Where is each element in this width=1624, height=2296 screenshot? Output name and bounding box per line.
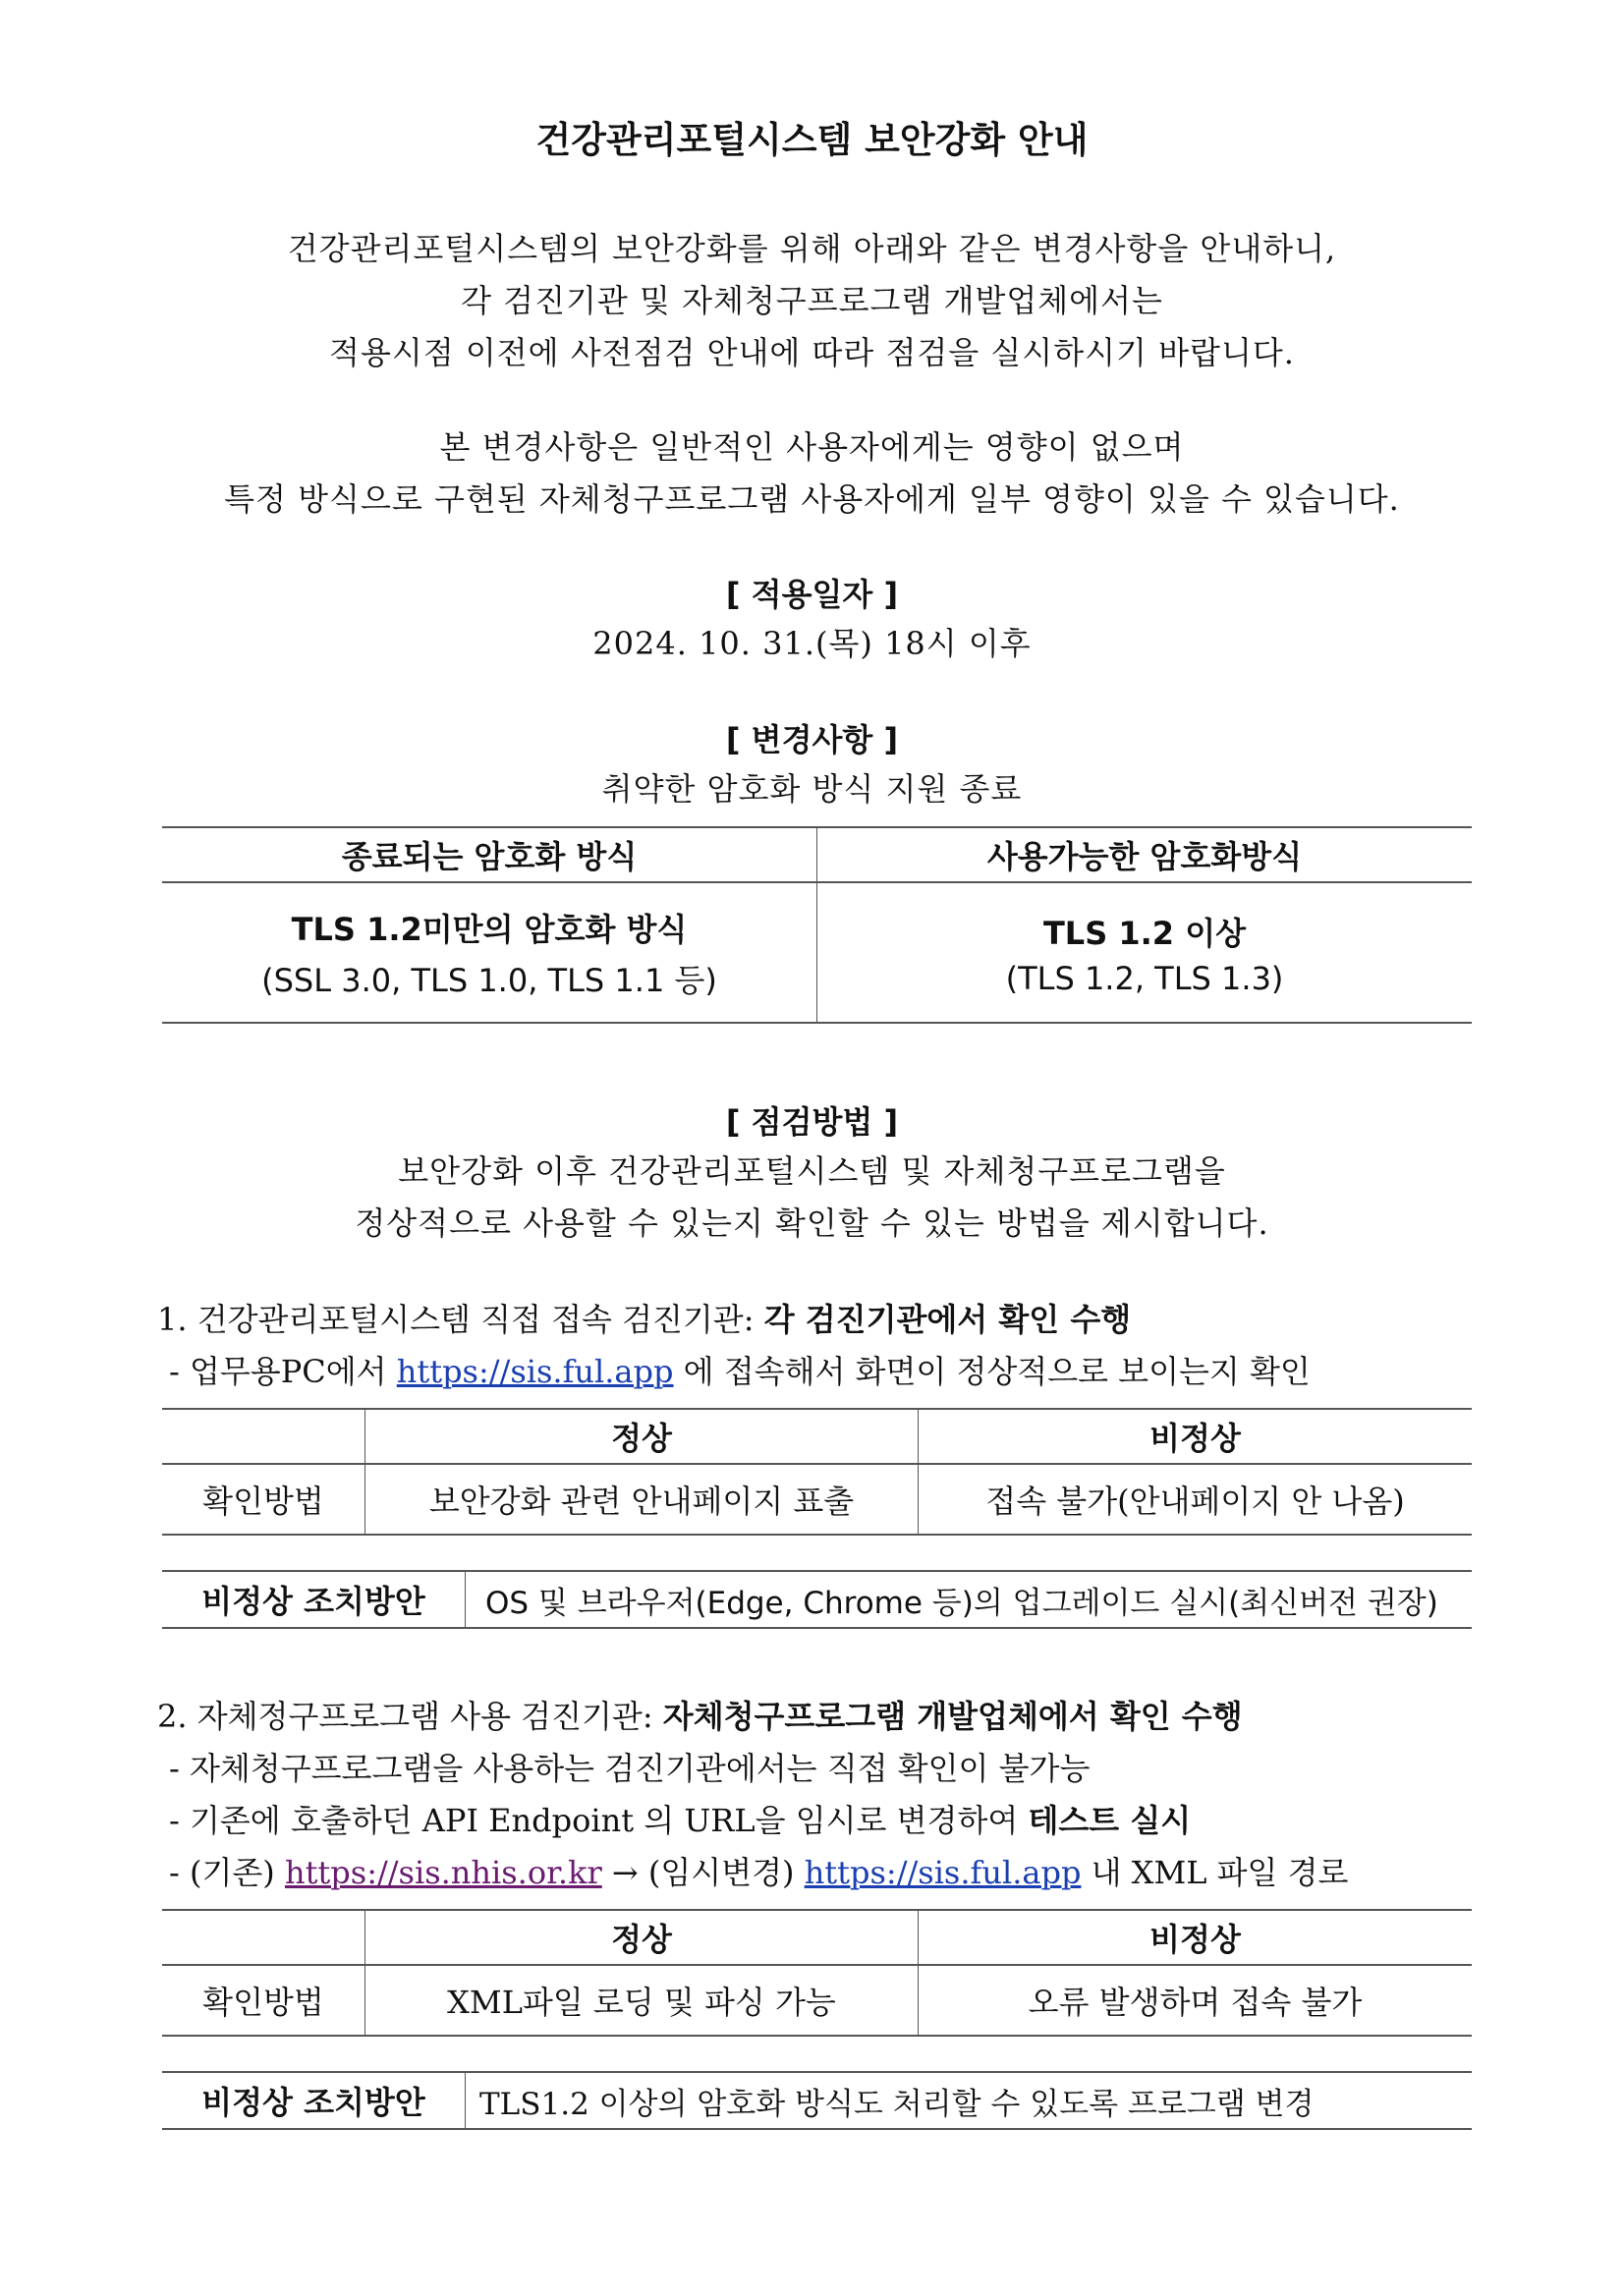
section2-bullet-3-post: 내 XML 파일 경로 (1081, 1854, 1349, 1891)
section1-row-label: 확인방법 (202, 1483, 324, 1520)
section1-title-text: 1. 건강관리포털시스템 직접 접속 검진기관: (157, 1301, 764, 1338)
section2-title-text: 2. 자체정구프로그램 사용 검진기관: (157, 1698, 663, 1735)
cipher-table (162, 826, 1472, 1024)
cipher-header-supported: 사용가능한 암호화방식 (817, 827, 1473, 882)
intro-line-1: 건강관리포털시스템의 보안강화를 위해 아래와 같은 변경사항을 안내하니, (287, 230, 1337, 267)
cipher-deprecated-cell (162, 882, 817, 1023)
section2-check-table (162, 1909, 1472, 2037)
section2-action-table (162, 2071, 1472, 2130)
cipher-deprecated-main: TLS 1.2미만의 암호화 방식 (291, 910, 688, 948)
section2-bullet-3 (169, 1848, 1348, 1893)
check-heading: [ 점검방법 ] (725, 1103, 899, 1141)
section2-bullet-1: - 자체청구프로그램을 사용하는 검진기관에서는 직접 확인이 불가능 (169, 1750, 1091, 1787)
cipher-supported-sub: (TLS 1.2, TLS 1.3) (1005, 959, 1284, 997)
cipher-header-deprecated: 종료되는 암호화 방식 (341, 838, 638, 875)
intro-line-2: 각 검진기관 및 자체청구프로그램 개발업체에서는 (461, 282, 1163, 319)
sis-ful-app-link-2[interactable]: https://sis.ful.app (804, 1854, 1082, 1891)
section1-action-value: OS 및 브라우저(Edge, Chrome 등)의 업그레이드 실시(최신버전 권장) (466, 1571, 1473, 1628)
cipher-deprecated-sub: (SSL 3.0, TLS 1.0, TLS 1.1 등) (261, 961, 717, 999)
section2-table-corner (162, 1910, 365, 1965)
cipher-supported-main: TLS 1.2 이상 (1042, 914, 1247, 952)
apply-date-value: 2024. 10. 31.(목) 18시 이후 (592, 625, 1032, 662)
section1-title-emphasis: 각 검진기관에서 확인 수행 (763, 1301, 1132, 1338)
section1-abnormal-result: 접속 불가(안내페이지 안 나옴) (919, 1464, 1473, 1535)
section1-title (157, 1295, 1131, 1340)
section1-bullet-post: 에 접속해서 화면이 정상적으로 보이는지 확인 (673, 1353, 1311, 1390)
section2-title-emphasis: 자체청구프로그램 개발업체에서 확인 수행 (662, 1698, 1243, 1735)
check-desc-2: 정상적으로 사용할 수 있는지 확인할 수 있는 방법을 제시합니다. (355, 1204, 1269, 1242)
page-title: 건강관리포털시스템 보안강화 안내 (535, 119, 1089, 161)
sis-nhis-link[interactable]: https://sis.nhis.or.kr (284, 1854, 602, 1891)
section1-bullet (169, 1347, 1311, 1392)
section2-header-abnormal: 비정상 (919, 1910, 1473, 1965)
section1-header-normal: 정상 (365, 1409, 919, 1464)
change-summary: 취약한 암호화 방식 지원 종료 (601, 770, 1023, 808)
intro-line-3: 적용시점 이전에 사전점검 안내에 따라 점검을 실시하시기 바랍니다. (329, 334, 1295, 371)
section2-bullet-2 (169, 1796, 1191, 1841)
change-heading: [ 변경사항 ] (725, 721, 899, 758)
section1-check-table (162, 1408, 1472, 1536)
section2-row-label: 확인방법 (202, 1984, 324, 2021)
check-desc-1: 보안강화 이후 건강관리포털시스템 및 자체청구프로그램을 (398, 1152, 1226, 1190)
section1-action-table (162, 1570, 1472, 1629)
section2-title (157, 1692, 1243, 1737)
section2-bullet-2-text: - 기존에 호출하던 API Endpoint 의 URL을 임시로 변경하여 (169, 1802, 1029, 1839)
section1-action-label: 비정상 조치방안 (201, 1583, 425, 1620)
sis-ful-app-link[interactable]: https://sis.ful.app (396, 1353, 674, 1390)
cipher-supported-cell (817, 882, 1473, 1023)
section1-header-abnormal: 비정상 (919, 1409, 1473, 1464)
section1-normal-result: 보안강화 관련 안내페이지 표출 (365, 1464, 919, 1535)
apply-date-heading: [ 적용일자 ] (725, 576, 899, 613)
section1-bullet-pre: - 업무용PC에서 (169, 1353, 397, 1390)
section2-header-normal: 정상 (365, 1910, 919, 1965)
section2-bullet-3-mid: → (임시변경) (601, 1854, 805, 1891)
section2-action-label: 비정상 조치방안 (201, 2084, 425, 2121)
section2-bullet-2-emphasis: 테스트 실시 (1028, 1802, 1192, 1839)
section2-action-value: TLS1.2 이상의 암호화 방식도 처리할 수 있도록 프로그램 변경 (466, 2072, 1473, 2129)
section1-table-corner (162, 1409, 365, 1464)
impact-line-1: 본 변경사항은 일반적인 사용자에게는 영향이 없으며 (439, 428, 1185, 466)
impact-line-2: 특정 방식으로 구현된 자체청구프로그램 사용자에게 일부 영향이 있을 수 있습니다. (224, 480, 1400, 518)
section2-normal-result: XML파일 로딩 및 파싱 가능 (365, 1965, 919, 2036)
section2-abnormal-result: 오류 발생하며 접속 불가 (919, 1965, 1473, 2036)
section2-bullet-3-pre: - (기존) (169, 1854, 285, 1891)
